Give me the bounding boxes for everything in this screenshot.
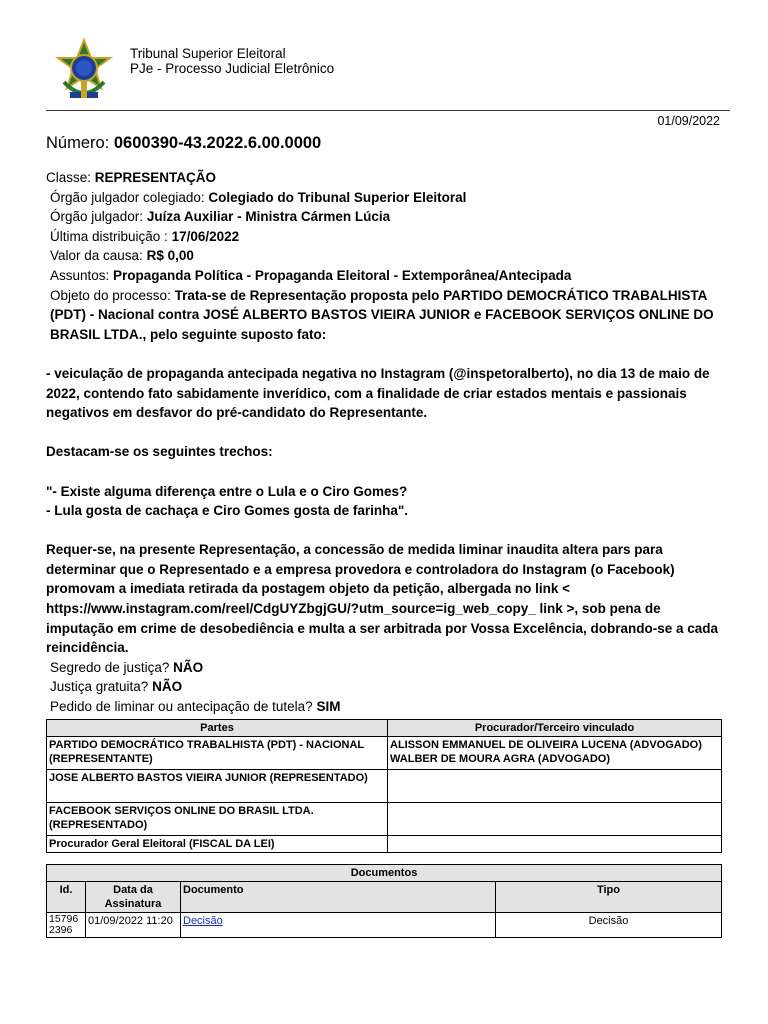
valor-label: Valor da causa: <box>50 248 143 264</box>
party-name: JOSE ALBERTO BASTOS VIEIRA JUNIOR (REPRESENTADO) <box>47 770 388 803</box>
document-type: Decisão <box>496 913 722 938</box>
objeto-paragraph-excerpts-title: Destacam-se os seguintes trechos: <box>46 444 273 460</box>
party-name: FACEBOOK SERVIÇOS ONLINE DO BRASIL LTDA. (REPRESENTADO) <box>47 803 388 836</box>
distribuicao-value: 17/06/2022 <box>171 228 240 244</box>
party-lawyers <box>388 803 722 836</box>
objeto-label: Objeto do processo: <box>50 287 171 303</box>
party-lawyers <box>388 836 722 853</box>
liminar-value: SIM <box>316 699 341 715</box>
party-lawyers <box>388 737 722 770</box>
table-row <box>47 803 722 836</box>
parties-header-procurador: Procurador/Terceiro vinculado <box>388 720 722 737</box>
lawyer-name: ALISSON EMMANUEL DE OLIVEIRA LUCENA (ADVOGADO) <box>390 739 702 751</box>
objeto-quote-line-1: "- Existe alguma diferença entre o Lula e o Ciro Gomes? <box>46 483 408 499</box>
segredo-label: Segredo de justiça? <box>50 659 170 675</box>
orgao-colegiado-value: Colegiado do Tribunal Superior Eleitoral <box>208 189 467 205</box>
gratuita-label: Justiça gratuita? <box>50 679 149 695</box>
document-date: 01/09/2022 11:20 <box>86 913 181 938</box>
valor-value: R$ 0,00 <box>146 248 194 264</box>
process-number-value: 0600390-43.2022.6.00.0000 <box>113 134 322 152</box>
lawyer-name: WALBER DE MOURA AGRA (ADVOGADO) <box>390 753 610 765</box>
segredo-value: NÃO <box>173 659 204 675</box>
objeto-value: Trata-se de Representação proposta pelo PARTIDO DEMOCRÁTICO TRABALHISTA (PDT) - Nacional contra JOSÉ ALBERTO BASTOS VIEIRA JUNIOR e FACEBOOK SERVIÇOS ONLINE DO BRASIL LTDA., pelo seguinte suposto fato: <box>50 287 714 342</box>
brazil-coat-of-arms-icon <box>50 38 118 106</box>
orgao-value: Juíza Auxiliar - Ministra Cármen Lúcia <box>146 209 391 225</box>
party-name: Procurador Geral Eleitoral (FISCAL DA LEI) <box>47 836 388 853</box>
document-date: 01/09/2022 <box>657 114 720 128</box>
process-number-label: Número: <box>46 134 110 152</box>
process-metadata <box>46 168 722 717</box>
documents-header-id: Id. <box>47 882 86 913</box>
documents-header-document: Documento <box>181 882 496 913</box>
document-link[interactable]: Decisão <box>183 915 223 927</box>
parties-header-partes: Partes <box>47 720 388 737</box>
header-divider <box>46 110 730 111</box>
table-row <box>47 913 722 938</box>
documents-header-type: Tipo <box>496 882 722 913</box>
orgao-colegiado-label: Órgão julgador colegiado: <box>50 189 205 205</box>
table-row <box>47 836 722 853</box>
assuntos-label: Assuntos: <box>50 267 110 283</box>
document-header <box>50 38 730 108</box>
system-name: PJe - Processo Judicial Eletrônico <box>130 61 335 76</box>
document-link-cell <box>181 913 496 938</box>
classe-value: REPRESENTAÇÃO <box>94 170 217 185</box>
table-row <box>47 737 722 770</box>
documents-header-date: Data da Assinatura <box>86 882 181 913</box>
document-id: 15796 2396 <box>47 913 86 938</box>
process-number <box>46 134 321 153</box>
institution-name: Tribunal Superior Eleitoral <box>130 46 286 61</box>
parties-table <box>46 719 722 853</box>
party-lawyers <box>388 770 722 803</box>
liminar-label: Pedido de liminar ou antecipação de tutela? <box>50 699 313 715</box>
documents-table <box>46 864 722 938</box>
assuntos-value: Propaganda Política - Propaganda Eleitoral - Extemporânea/Antecipada <box>113 267 572 283</box>
table-row <box>47 770 722 803</box>
gratuita-value: NÃO <box>152 679 183 695</box>
party-name: PARTIDO DEMOCRÁTICO TRABALHISTA (PDT) - NACIONAL (REPRESENTANTE) <box>47 737 388 770</box>
classe-label: Classe: <box>46 170 92 185</box>
objeto-paragraph-request: Requer-se, na presente Representação, a concessão de medida liminar inaudita altera pars para determinar que o Representado e a empresa provedora e controladora do Instagram (o Facebook) promovam a imediata retirada da postagem objeto da petição, albergada no link < https://www.instagram.com/reel/CdgUYZbgjGU/?utm_source=ig_web_copy_ link >, sob pena de imputação em crime de desobediência e multa a ser arbitrada por Vossa Excelência, dobrando-se a cada reincidência. <box>46 542 719 656</box>
orgao-label: Órgão julgador: <box>50 209 144 225</box>
objeto-paragraph-fact: - veiculação de propaganda antecipada negativa no Instagram (@inspetoralberto), no dia 13 de maio de 2022, contendo fato sabidamente inverídico, com a finalidade de criar estados mentais e passionais negativos em desfavor do pré-candidato do Representante. <box>46 365 710 421</box>
documents-title: Documentos <box>47 865 722 882</box>
distribuicao-label: Última distribuição : <box>50 228 168 244</box>
objeto-quote-line-2: - Lula gosta de cachaça e Ciro Gomes gosta de farinha". <box>46 503 409 519</box>
